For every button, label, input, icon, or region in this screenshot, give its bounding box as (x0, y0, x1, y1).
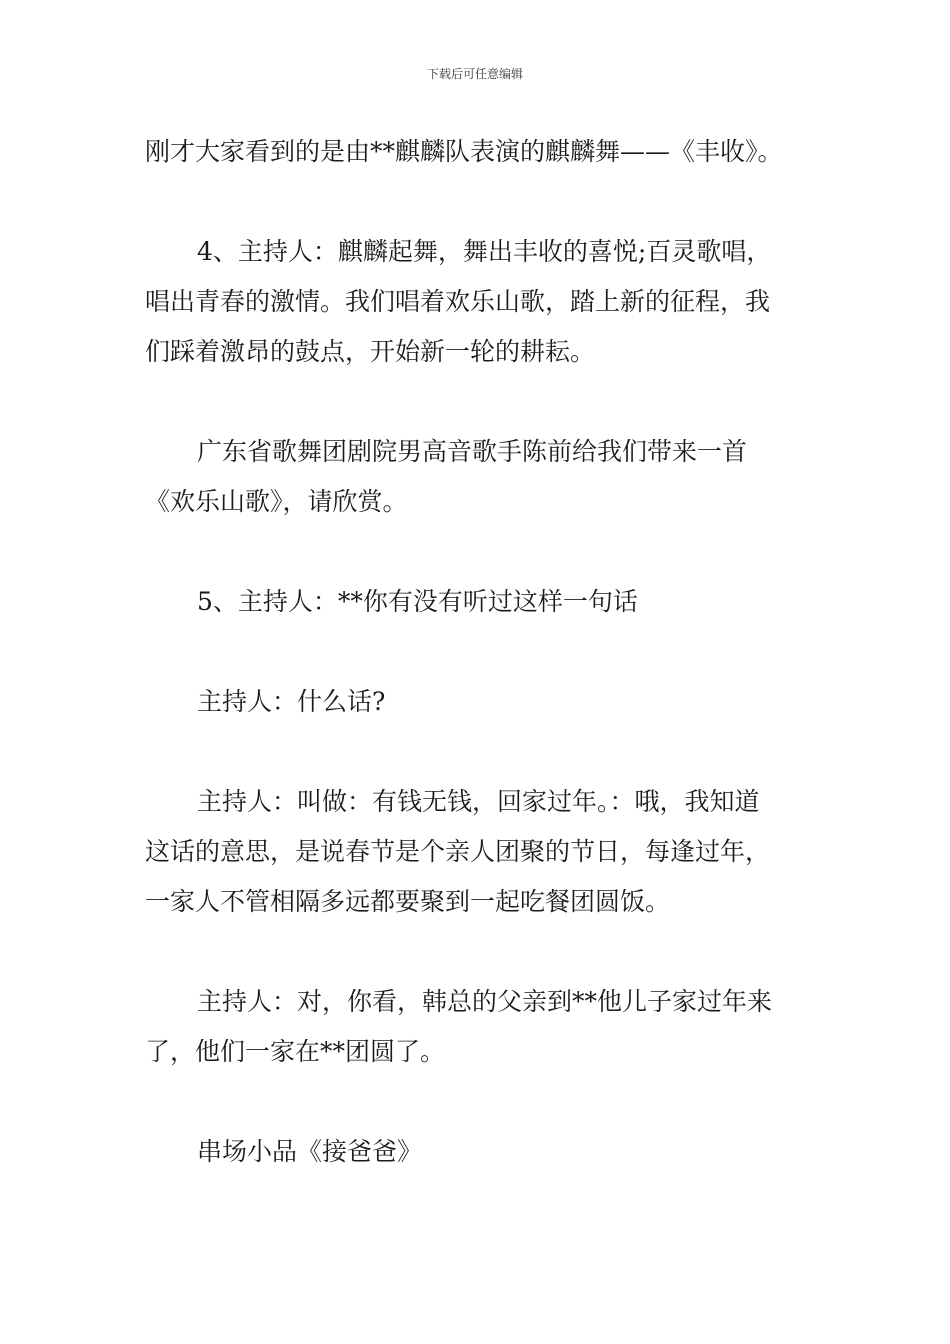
paragraph-5 (145, 677, 810, 727)
paragraph-8 (145, 1127, 810, 1177)
paragraph-line: 们踩着激昂的鼓点，开始新一轮的耕耘。 (145, 337, 596, 366)
paragraph-line: 5、主持人：**你有没有听过这样一句话 (197, 587, 638, 616)
paragraph-line: 主持人：什么话? (197, 687, 386, 716)
paragraph-line: 了，他们一家在**团圆了。 (145, 1037, 446, 1066)
document-body (145, 127, 810, 1177)
paragraph-1 (145, 127, 810, 177)
paragraph-line: 串场小品《接爸爸》 (197, 1137, 423, 1166)
paragraph-line: 主持人：叫做：有钱无钱，回家过年。：哦，我知道 (197, 787, 760, 816)
paragraph-line: 刚才大家看到的是由**麒麟队表演的麒麟舞——《丰收》。 (145, 137, 783, 166)
paragraph-line: 主持人：对，你看，韩总的父亲到**他儿子家过年来 (197, 987, 773, 1016)
paragraph-2 (145, 227, 810, 377)
paragraph-7 (145, 977, 810, 1077)
page-header-note: 下载后可任意编辑 (426, 67, 523, 81)
paragraph-line: 这话的意思，是说春节是个亲人团聚的节日，每逢过年， (145, 837, 771, 866)
paragraph-3 (145, 427, 810, 527)
paragraph-line: 一家人不管相隔多远都要聚到一起吃餐团圆饭。 (145, 887, 671, 916)
paragraph-line: 广东省歌舞团剧院男高音歌手陈前给我们带来一首 (197, 437, 748, 466)
paragraph-line: 4、主持人：麒麟起舞，舞出丰收的喜悦;百灵歌唱， (197, 237, 772, 266)
paragraph-6 (145, 777, 810, 927)
paragraph-line: 《欢乐山歌》，请欣赏。 (145, 487, 408, 516)
paragraph-line: 唱出青春的激情。我们唱着欢乐山歌，踏上新的征程，我 (145, 287, 771, 316)
paragraph-4 (145, 577, 810, 627)
